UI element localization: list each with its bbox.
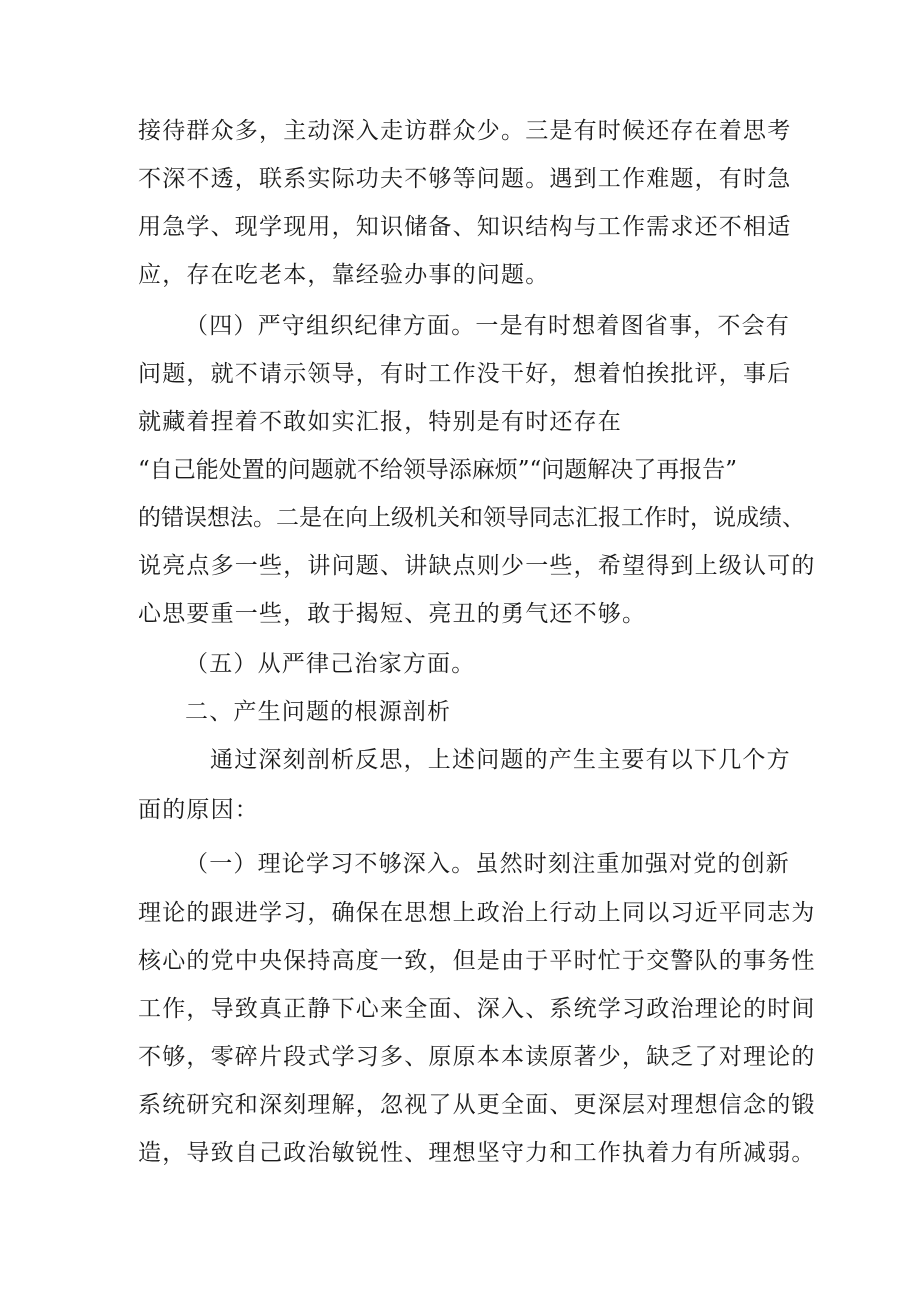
text-line: （五）从严律己治家方面。	[185, 651, 476, 677]
text-line: （四）严守组织纪律方面。一是有时想着图省事，不会有	[185, 313, 790, 339]
text-line: “自己能处置的问题就不给领导添麻烦”“问题解决了再报告”	[138, 457, 738, 483]
text-line: 的错误想法。二是在向上级机关和领导同志汇报工作时，说成绩、	[138, 505, 805, 531]
text-line: （一）理论学习不够深入。虽然时刻注重加强对党的创新	[185, 851, 790, 877]
text-line: 面的原因：	[138, 797, 259, 823]
text-line: 理论的跟进学习，确保在思想上政治上行动上同以习近平同志为	[138, 900, 816, 926]
text-line: 不深不透，联系实际功夫不够等问题。遇到工作难题，有时急	[138, 166, 792, 192]
text-line: 接待群众多，主动深入走访群众少。三是有时候还存在着思考	[138, 118, 792, 144]
section-heading: 二、产生问题的根源剖析	[185, 699, 452, 725]
text-line: 核心的党中央保持高度一致，但是由于平时忙于交警队的事务性	[138, 948, 816, 974]
text-line: 造，导致自己政治敏锐性、理想坚守力和工作执着力有所减弱。	[138, 1140, 816, 1166]
text-line: 工作，导致真正静下心来全面、深入、系统学习政治理论的时间	[138, 996, 816, 1022]
text-line: 应，存在吃老本，靠经验办事的问题。	[138, 262, 550, 288]
text-line: 不够，零碎片段式学习多、原原本本读原著少，缺乏了对理论的	[138, 1044, 816, 1070]
text-line: 通过深刻剖析反思，上述问题的产生主要有以下几个方	[210, 747, 791, 773]
text-line: 就藏着捏着不敢如实汇报，特别是有时还存在	[138, 409, 622, 435]
text-line: 问题，就不请示领导，有时工作没干好，想着怕挨批评，事后	[138, 361, 792, 387]
text-line: 用急学、现学现用，知识储备、知识结构与工作需求还不相适	[138, 214, 792, 240]
text-line: 说亮点多一些，讲问题、讲缺点则少一些，希望得到上级认可的	[138, 553, 816, 579]
text-line: 系统研究和深刻理解，忽视了从更全面、更深层对理想信念的锻	[138, 1092, 816, 1118]
text-line: 心思要重一些，敢于揭短、亮丑的勇气还不够。	[138, 601, 647, 627]
